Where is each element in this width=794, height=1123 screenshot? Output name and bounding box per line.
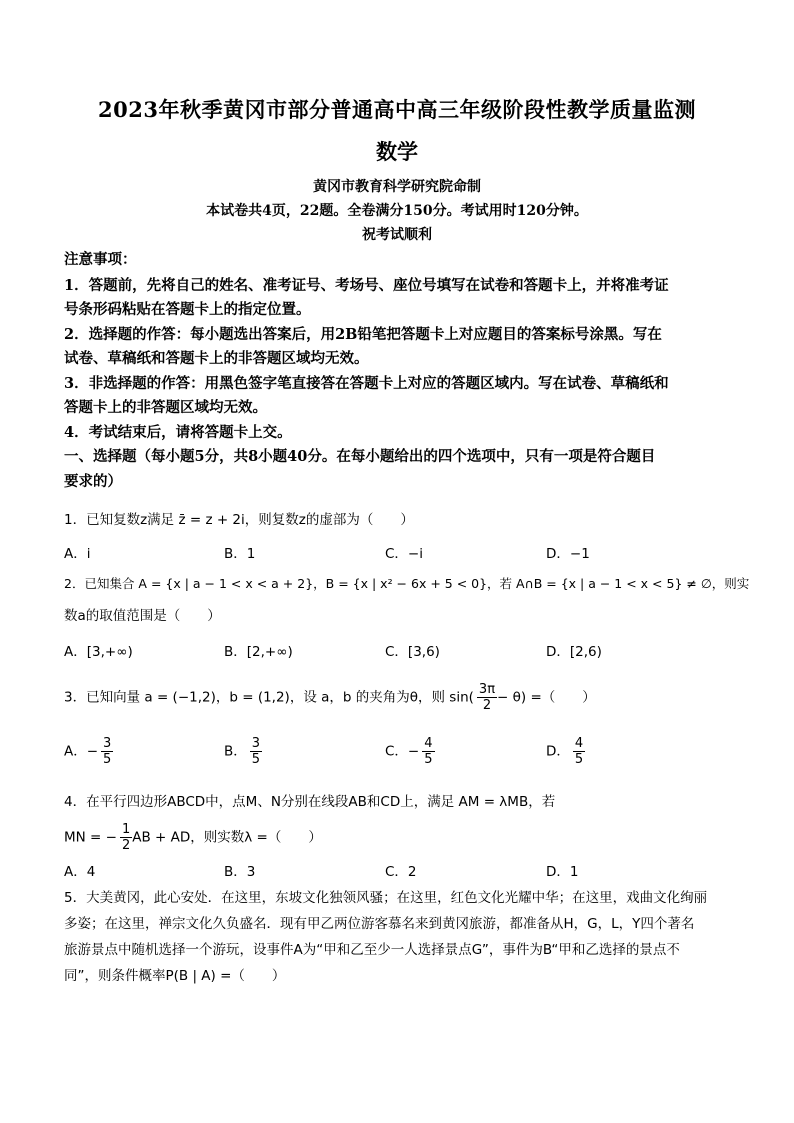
question-2-stem-line-2: 数a的取值范围是（ ） xyxy=(64,608,221,624)
question-5-line-4: 同”，则条件概率P(B | A) =（ ） xyxy=(64,968,286,984)
question-1-option-b: B．1 xyxy=(224,546,256,562)
question-2-option-a: A．[3,+∞) xyxy=(64,644,133,660)
question-3-option-c-denominator: 5 xyxy=(424,752,433,767)
question-3-option-b-fraction xyxy=(250,736,262,767)
section-1-heading-line-2: 要求的） xyxy=(64,473,122,490)
note-3-line-2: 答题卡上的非答题区域均无效。 xyxy=(64,399,267,416)
subject-title: 数学 xyxy=(376,139,418,164)
question-3-option-d xyxy=(546,736,585,767)
question-4-fraction xyxy=(120,822,132,853)
notes-heading: 注意事项： xyxy=(64,251,137,268)
question-3-option-c xyxy=(385,736,435,767)
note-2-line-2: 试卷、草稿纸和答题卡上的非答题区域均无效。 xyxy=(64,350,369,367)
question-3-option-d-label: D． xyxy=(546,743,570,760)
question-3-stem-start: 3．已知向量 a = (−1,2)，b = (1,2)，设 a，b 的夹角为θ，则 sin( xyxy=(64,689,474,706)
question-2-stem-line-1: 2．已知集合 A = {x | a − 1 < x < a + 2}，B = {x | x² − 6x + 5 < 0}，若 A∩B = {x | a − 1 < x < 5} ≠ ∅，则实 xyxy=(64,576,750,591)
author-line: 黄冈市教育科学研究院命制 xyxy=(313,179,481,195)
question-4-option-c: C．2 xyxy=(385,864,417,880)
question-3-option-a-label: A．− xyxy=(64,743,99,760)
question-4-fraction-numerator: 1 xyxy=(121,822,131,837)
question-3-option-d-fraction xyxy=(573,736,585,767)
question-3-option-a xyxy=(64,736,113,767)
exam-title: 2023年秋季黄冈市部分普通高中高三年级阶段性教学质量监测 xyxy=(98,97,696,122)
question-3-option-d-numerator: 4 xyxy=(574,736,584,751)
question-5-line-1: 5．大美黄冈，此心安处．在这里，东坡文化独领风骚；在这里，红色文化光耀中华；在这里，戏曲文化绚丽 xyxy=(64,890,708,906)
question-3-fraction-numerator: 3π xyxy=(478,682,496,697)
question-5-line-3: 旅游景点中随机选择一个游玩，设事件A为“甲和乙至少一人选择景点G”，事件为B“甲和乙选择的景点不 xyxy=(64,942,680,958)
question-2-option-b: B．[2,+∞) xyxy=(224,644,293,660)
question-4-option-a: A．4 xyxy=(64,864,96,880)
question-3-option-a-denominator: 5 xyxy=(103,752,112,767)
note-1-line-2: 号条形码粘贴在答题卡上的指定位置。 xyxy=(64,301,311,318)
question-4-stem-line-2 xyxy=(64,822,736,853)
question-4-option-d: D．1 xyxy=(546,864,579,880)
question-4-stem-end: AB + AD，则实数λ =（ ） xyxy=(132,829,322,846)
note-2-line-1: 2．选择题的作答：每小题选出答案后，用2B铅笔把答题卡上对应题目的答案标号涂黑。写在 xyxy=(64,326,662,343)
question-3-option-b-label: B． xyxy=(224,743,247,760)
question-3-stem-end: − θ) =（ ） xyxy=(497,689,596,706)
question-3-option-c-numerator: 4 xyxy=(424,736,433,751)
question-3-stem xyxy=(64,682,736,713)
exam-info: 本试卷共4页，22题。全卷满分150分。考试用时120分钟。 xyxy=(206,203,588,219)
question-3-fraction-denominator: 2 xyxy=(482,698,492,713)
question-2-option-d: D．[2,6) xyxy=(546,644,602,660)
question-3-option-b-numerator: 3 xyxy=(251,736,261,751)
question-4-stem-line-1: 4．在平行四边形ABCD中，点M、N分别在线段AB和CD上，满足 AM = λMB，若 xyxy=(64,794,556,810)
question-4-option-b: B．3 xyxy=(224,864,256,880)
question-3-option-a-numerator: 3 xyxy=(103,736,112,751)
question-3-option-c-fraction xyxy=(422,736,434,767)
section-1-heading-line-1: 一、选择题（每小题5分，共8小题40分。在每小题给出的四个选项中，只有一项是符合题目 xyxy=(64,448,656,465)
question-1-option-d: D．−1 xyxy=(546,546,590,562)
note-1-line-1: 1．答题前，先将自己的姓名、准考证号、考场号、座位号填写在试卷和答题卡上，并将准考证 xyxy=(64,277,669,294)
question-3-option-b xyxy=(224,736,262,767)
question-3-fraction xyxy=(477,682,497,713)
question-3-option-c-label: C．− xyxy=(385,743,420,760)
question-1-option-c: C．−i xyxy=(385,546,423,562)
question-1-option-a: A．i xyxy=(64,546,91,562)
question-3-option-a-fraction xyxy=(101,736,113,767)
question-3-option-b-denominator: 5 xyxy=(251,752,261,767)
question-4-stem-start: MN = − xyxy=(64,829,117,846)
note-3-line-1: 3．非选择题的作答：用黑色签字笔直接答在答题卡上对应的答题区域内。写在试卷、草稿纸和 xyxy=(64,375,669,392)
question-3-option-d-denominator: 5 xyxy=(574,752,584,767)
question-1-stem: 1．已知复数z满足 z̄ = z + 2i，则复数z的虚部为（ ） xyxy=(64,512,414,528)
wish-line: 祝考试顺利 xyxy=(362,227,432,243)
question-4-fraction-denominator: 2 xyxy=(121,838,131,853)
question-5-line-2: 多姿；在这里，禅宗文化久负盛名．现有甲乙两位游客慕名来到黄冈旅游，都准备从H，G，L，Y四个著名 xyxy=(64,916,695,932)
question-2-option-c: C．[3,6) xyxy=(385,644,440,660)
note-4: 4．考试结束后，请将答题卡上交。 xyxy=(64,424,292,441)
